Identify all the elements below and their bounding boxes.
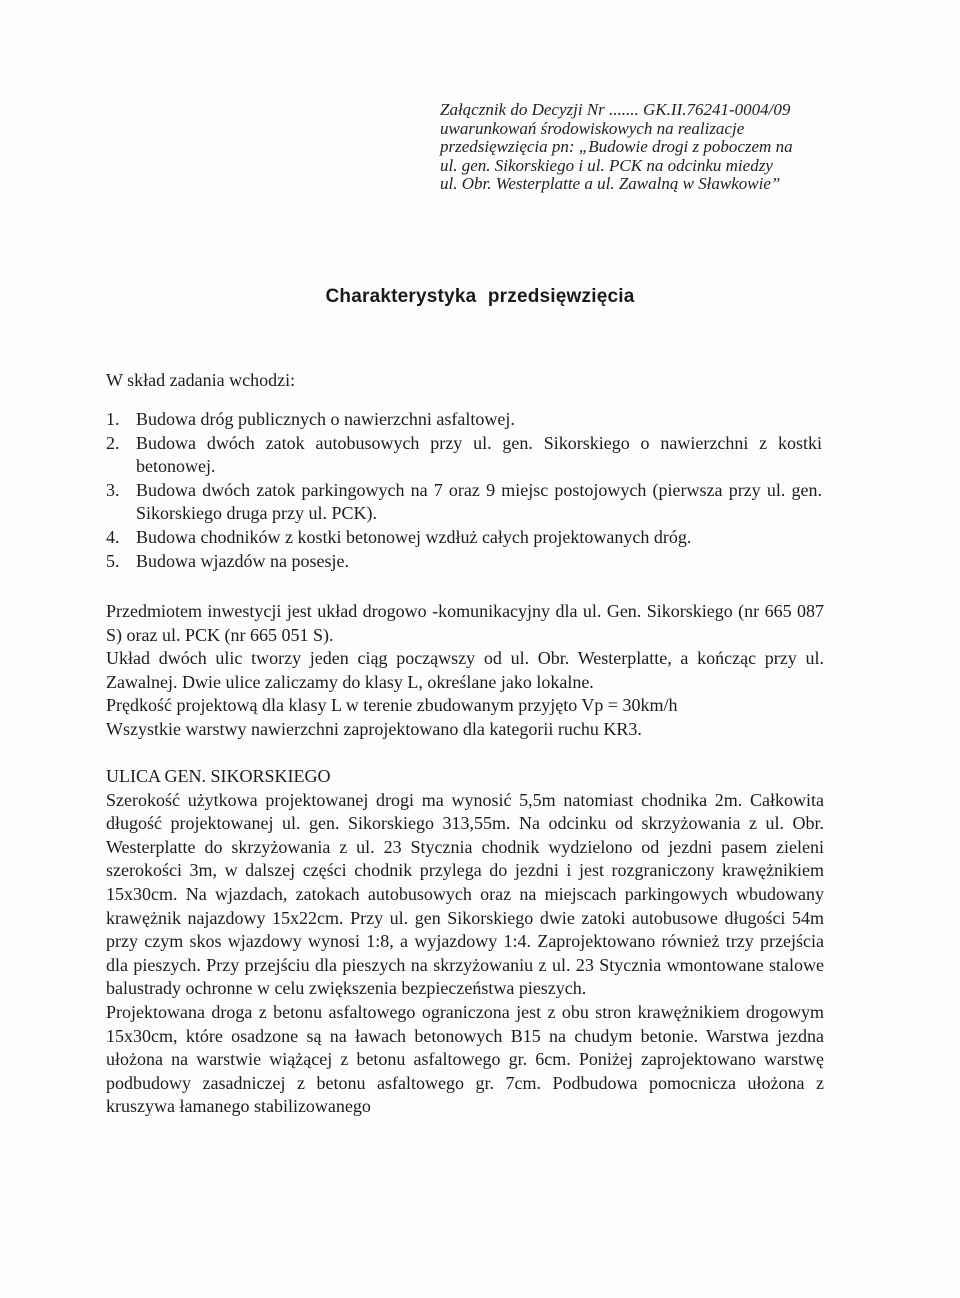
attachment-line-2: uwarunkowań środowiskowych na realizacje xyxy=(440,118,745,138)
investment-paragraph-4: Wszystkie warstwy nawierzchni zaprojektowano dla kategorii ruchu KR3. xyxy=(106,718,642,739)
investment-paragraph-2: Układ dwóch ulic tworzy jeden ciąg począwszy od ul. Obr. Westerplatte, a kończąc przy ul. Zawalnej. Dwie ulice zaliczamy do klasy L, określane jako lokalne. xyxy=(106,648,824,692)
list-item-text: Budowa dwóch zatok autobusowych przy ul. gen. Sikorskiego o nawierzchni z kostki betonowej. xyxy=(136,432,822,477)
list-item-text: Budowa dwóch zatok parkingowych na 7 oraz 9 miejsc postojowych (pierwsza przy ul. gen. Sikorskiego druga przy ul. PCK). xyxy=(136,479,822,524)
street-paragraph-2: Projektowana droga z betonu asfaltowego ograniczona jest z obu stron krawężnikiem drogowym 15x30cm, które osadzone są na ławach betonowych B15 na chudym betonie. Warstwa jezdna ułożona na warstwie wiążącej z betonu asfaltowego gr. 6cm. Poniżej zaprojektowano warstwę podbudowy zasadniczej z betonu asfaltowego gr. 7cm. Podbudowa pomocnicza ułożona z kruszywa łamanego stabilizowanego xyxy=(106,1001,824,1117)
street-section xyxy=(106,765,824,1119)
list-item-text: Budowa wjazdów na posesje. xyxy=(136,550,349,571)
list-item-text: Budowa dróg publicznych o nawierzchni asfaltowej. xyxy=(136,409,515,429)
list-item-number: 5. xyxy=(106,550,120,571)
list-item-number: 1. xyxy=(106,409,120,429)
list-item xyxy=(106,526,822,550)
investment-paragraph-1: Przedmiotem inwestycji jest układ drogowo -komunikacyjny dla ul. Gen. Sikorskiego (nr 665 087 S) oraz ul. PCK (nr 665 051 S). xyxy=(106,601,824,645)
list-item xyxy=(106,432,822,479)
page-title: Charakterystyka przedsięwzięcia xyxy=(325,286,635,307)
list-item-text: Budowa chodników z kostki betonowej wzdłuż całych projektowanych dróg. xyxy=(136,526,692,547)
street-paragraph-1: Szerokość użytkowa projektowanej drogi ma wynosić 5,5m natomiast chodnika 2m. Całkowita długość projektowanej ul. gen. Sikorskiego 313,55m. Na odcinku od skrzyżowania z ul. Obr. Westerplatte do skrzyżowania z ul. 23 Stycznia chodnik wydzielono od jezdni pasem zieleni szerokości 3m, w dalszej części chodnik przylega do jezdni i jest rozgraniczony krawężnikiem 15x30cm. Na wjazdach, zatokach autobusowych oraz na miejscach parkingowych wbudowany krawężnik najazdowy 15x22cm. Przy ul. gen Sikorskiego dwie zatoki autobusowe długości 54m przy czym skos wjazdowy wynosi 1:8, a wyjazdowy 1:4. Zaprojektowano również trzy przejścia dla pieszych. Przy przejściu dla pieszych na skrzyżowaniu z ul. 23 Stycznia wmontowane stalowe balustrady ochronne w celu zwiększenia bezpieczeństwa pieszych. xyxy=(106,789,824,999)
attachment-line-1: Załącznik do Decyzji Nr ....... GK.II.76241-0004/09 xyxy=(440,100,791,119)
list-item-number: 3. xyxy=(106,479,120,500)
list-item-number: 4. xyxy=(106,526,120,547)
list-item xyxy=(106,550,822,574)
investment-paragraph-3: Prędkość projektową dla klasy L w terenie zbudowanym przyjęto Vp = 30km/h xyxy=(106,695,678,716)
investment-section xyxy=(106,600,824,742)
attachment-note xyxy=(440,101,840,194)
list-item xyxy=(106,408,822,432)
list-item xyxy=(106,479,822,526)
street-heading: ULICA GEN. SIKORSKIEGO xyxy=(106,766,331,786)
list-item-number: 2. xyxy=(106,432,120,453)
attachment-line-5: ul. Obr. Westerplatte a ul. Zawalną w Sławkowie” xyxy=(440,174,781,193)
attachment-line-4: ul. gen. Sikorskiego i ul. PCK na odcinku miedzy xyxy=(440,155,773,175)
intro-text: W skład zadania wchodzi: xyxy=(106,370,296,390)
attachment-line-3: przedsięwzięcia pn: „Budowie drogi z poboczem na xyxy=(440,137,793,156)
task-list xyxy=(106,408,822,573)
